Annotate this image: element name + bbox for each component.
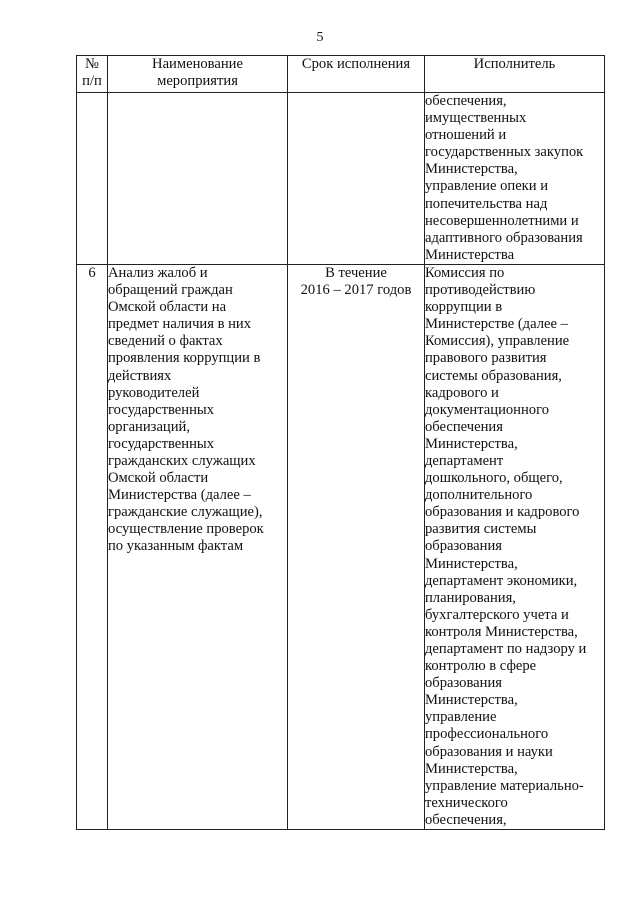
executor-line: Министерстве (далее – bbox=[425, 316, 568, 333]
table-header-row bbox=[77, 56, 605, 93]
measure-name-line: осуществление проверок bbox=[108, 521, 264, 538]
executor-line: развития системы bbox=[425, 521, 537, 538]
executor-line: несовершеннолетними и bbox=[425, 212, 579, 229]
executor-line: правового развития bbox=[425, 350, 547, 367]
executor-line: обеспечения, bbox=[425, 93, 507, 109]
executor-line: Министерства, bbox=[425, 692, 518, 709]
executor-cell bbox=[425, 264, 605, 829]
executor-line: системы образования, bbox=[425, 367, 562, 384]
header-executor: Исполнитель bbox=[425, 56, 605, 93]
measure-name-line: организаций, bbox=[108, 418, 190, 435]
table-row bbox=[77, 93, 605, 265]
executor-line: Министерства bbox=[425, 246, 515, 263]
executor-line: имущественных bbox=[425, 110, 527, 127]
measure-name-line: обращений граждан bbox=[108, 282, 233, 299]
executor-line: управление материально- bbox=[425, 777, 584, 794]
measure-name-line: государственных bbox=[108, 435, 215, 452]
executor-line: управление bbox=[425, 709, 497, 726]
header-name bbox=[108, 56, 288, 93]
header-term: Срок исполнения bbox=[288, 56, 425, 93]
measure-name-line: Анализ жалоб и bbox=[108, 264, 208, 281]
measure-name-line: проявления коррупции в bbox=[108, 350, 261, 367]
executor-line: планирования, bbox=[425, 589, 516, 606]
executor-line: бухгалтерского учета и bbox=[425, 606, 569, 623]
deadline-line: В течение bbox=[325, 264, 387, 281]
executor-line: дошкольного, общего, bbox=[425, 470, 563, 487]
measures-table bbox=[76, 55, 605, 830]
deadline-cell bbox=[288, 93, 425, 265]
executor-line: Министерства, bbox=[425, 760, 518, 777]
executor-line: кадрового и bbox=[425, 384, 499, 401]
measure-name-line: гражданских служащих bbox=[108, 452, 256, 469]
executor-line: дополнительного bbox=[425, 487, 533, 504]
executor-line: государственных закупок bbox=[425, 144, 584, 161]
executor-line: Министерства, bbox=[425, 435, 518, 452]
executor-line: департамент bbox=[425, 452, 504, 469]
deadline-cell bbox=[288, 264, 425, 829]
executor-cell bbox=[425, 93, 605, 265]
table-body bbox=[77, 93, 605, 830]
executor-line: обеспечения, bbox=[425, 811, 507, 828]
executor-line: образования и кадрового bbox=[425, 504, 580, 521]
header-name-line: Наименование bbox=[152, 56, 243, 72]
executor-line: профессионального bbox=[425, 726, 549, 743]
executor-line: отношений и bbox=[425, 127, 507, 144]
executor-line: противодействию bbox=[425, 282, 536, 299]
executor-line: департамент экономики, bbox=[425, 572, 578, 589]
executor-line: контролю в сфере bbox=[425, 658, 537, 675]
executor-line: технического bbox=[425, 794, 508, 811]
measure-name-line: гражданские служащие), bbox=[108, 504, 263, 521]
header-num bbox=[77, 56, 108, 93]
measure-name-line: сведений о фактах bbox=[108, 333, 223, 350]
executor-line: Комиссия), управление bbox=[425, 333, 570, 350]
executor-line: образования bbox=[425, 675, 502, 692]
header-num-line: № bbox=[85, 56, 99, 72]
measure-name-cell bbox=[108, 264, 288, 829]
executor-line: образования и науки bbox=[425, 743, 553, 760]
measure-name-line: Министерства (далее – bbox=[108, 487, 251, 504]
executor-line: попечительства над bbox=[425, 195, 548, 212]
executor-line: Комиссия по bbox=[425, 264, 505, 281]
executor-line: Министерства, bbox=[425, 161, 518, 178]
measure-name-line: действиях bbox=[108, 367, 172, 384]
table-row bbox=[77, 264, 605, 829]
row-number bbox=[77, 93, 108, 265]
deadline-line: 2016 – 2017 годов bbox=[300, 282, 412, 299]
measure-name-cell bbox=[108, 93, 288, 265]
executor-line: обеспечения bbox=[425, 418, 503, 435]
measure-name-line: предмет наличия в них bbox=[108, 316, 252, 333]
executor-line: адаптивного образования bbox=[425, 229, 583, 246]
measure-name-line: Омской области на bbox=[108, 299, 227, 316]
executor-line: контроля Министерства, bbox=[425, 623, 578, 640]
header-name-line: мероприятия bbox=[157, 73, 238, 90]
executor-line: департамент по надзору и bbox=[425, 641, 587, 657]
measure-name-line: руководителей bbox=[108, 384, 200, 401]
executor-line: образования bbox=[425, 538, 502, 555]
row-number: 6 bbox=[77, 264, 108, 829]
measure-name-line: по указанным фактам bbox=[108, 538, 244, 555]
measure-name-line: Омской области bbox=[108, 470, 209, 487]
executor-line: Министерства, bbox=[425, 555, 518, 572]
measure-name-line: государственных bbox=[108, 401, 215, 418]
header-num-line: п/п bbox=[82, 73, 102, 90]
executor-line: документационного bbox=[425, 401, 550, 418]
executor-line: коррупции в bbox=[425, 299, 503, 316]
executor-line: управление опеки и bbox=[425, 178, 549, 195]
page-number: 5 bbox=[316, 30, 324, 45]
